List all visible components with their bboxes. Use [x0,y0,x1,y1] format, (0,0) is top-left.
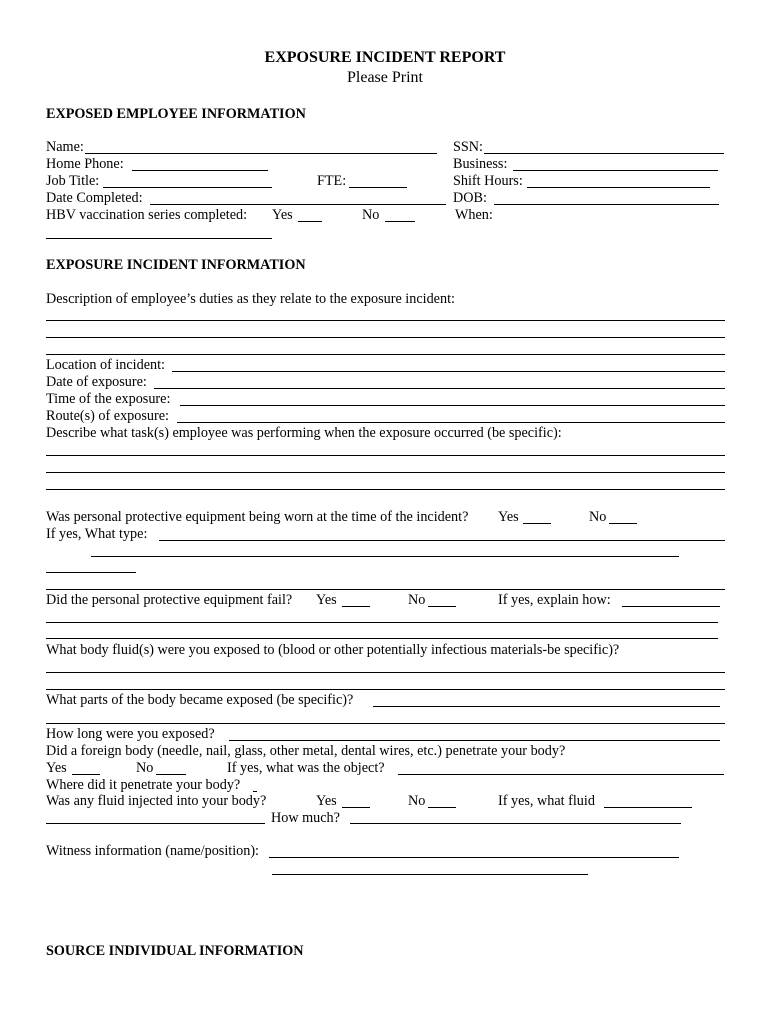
ppe-worn-no-label: No [589,509,607,525]
task-line-3[interactable] [46,489,725,490]
date-completed-field[interactable] [150,204,446,205]
explain-field[interactable] [622,606,720,607]
location-label: Location of incident: [46,357,165,373]
ppe-fail-label: Did the personal protective equipment fail? [46,592,293,608]
duties-label: Description of employee’s duties as they relate to the exposure incident: [46,291,455,307]
when-label: When: [455,207,493,223]
foreign-body-yes-label: Yes [46,760,67,776]
body-parts-line-2[interactable] [46,723,725,724]
ssn-field[interactable] [484,153,724,154]
job-title-label: Job Title: [46,173,100,189]
ppe-worn-label: Was personal protective equipment being worn at the time of the incident? [46,509,469,525]
what-type-line-2[interactable] [91,556,679,557]
ppe-worn-yes-field[interactable] [523,523,551,524]
foreign-body-no-field[interactable] [156,774,186,775]
explain-line-2[interactable] [46,622,718,623]
hbv-yes-field[interactable] [298,221,322,222]
location-field[interactable] [172,371,725,372]
how-long-label: How long were you exposed? [46,726,215,742]
source-section-heading: SOURCE INDIVIDUAL INFORMATION [46,943,304,959]
object-label: If yes, what was the object? [227,760,385,776]
duties-line-3[interactable] [46,354,725,355]
how-much-field[interactable] [350,823,681,824]
foreign-body-label: Did a foreign body (needle, nail, glass, other metal, dental wires, etc.) penetrate your body? [46,743,566,759]
ppe-worn-no-field[interactable] [609,523,637,524]
date-exposure-field[interactable] [154,388,725,389]
fluid-injected-yes-field[interactable] [342,807,370,808]
business-label: Business: [453,156,508,172]
what-type-line-4[interactable] [46,589,725,590]
ppe-fail-yes-field[interactable] [342,606,370,607]
witness-field[interactable] [269,857,679,858]
fluid-injected-no-label: No [408,793,426,809]
dob-label: DOB: [453,190,487,206]
where-penetrate-field[interactable] [253,791,257,792]
duties-line-1[interactable] [46,320,725,321]
fluid-injected-no-field[interactable] [428,807,456,808]
route-field[interactable] [177,422,725,423]
foreign-body-yes-field[interactable] [72,774,100,775]
hbv-label: HBV vaccination series completed: [46,207,248,223]
fte-field[interactable] [349,187,407,188]
ssn-label: SSN: [453,139,483,155]
what-fluid-line-2[interactable] [46,823,265,824]
home-phone-label: Home Phone: [46,156,124,172]
hbv-no-field[interactable] [385,221,415,222]
ppe-fail-no-field[interactable] [428,606,456,607]
task-label: Describe what task(s) employee was performing when the exposure occurred (be specific): [46,425,562,441]
witness-label: Witness information (name/position): [46,843,259,859]
dob-field[interactable] [494,204,719,205]
body-fluids-label: What body fluid(s) were you exposed to (blood or other potentially infectious materials-be specific)? [46,642,620,658]
fluid-injected-label: Was any fluid injected into your body? [46,793,267,809]
body-parts-label: What parts of the body became exposed (be specific)? [46,692,354,708]
task-line-1[interactable] [46,455,725,456]
incident-section-heading: EXPOSURE INCIDENT INFORMATION [46,257,306,273]
fluid-injected-yes-label: Yes [316,793,337,809]
what-type-field[interactable] [159,540,725,541]
foreign-body-no-label: No [136,760,154,776]
form-title: EXPOSURE INCIDENT REPORT [264,49,506,66]
home-phone-field[interactable] [132,170,268,171]
ppe-fail-no-label: No [408,592,426,608]
ppe-worn-yes-label: Yes [498,509,519,525]
object-field[interactable] [398,774,724,775]
time-exposure-label: Time of the exposure: [46,391,171,407]
where-penetrate-label: Where did it penetrate your body? [46,777,241,793]
form-subtitle: Please Print [347,69,423,86]
shift-hours-label: Shift Hours: [453,173,523,189]
duties-line-2[interactable] [46,337,725,338]
route-label: Route(s) of exposure: [46,408,169,424]
body-parts-field[interactable] [373,706,720,707]
what-type-line-3[interactable] [46,572,136,573]
ppe-fail-yes-label: Yes [316,592,337,608]
shift-hours-field[interactable] [527,187,710,188]
how-long-field[interactable] [229,740,720,741]
hbv-extra-line[interactable] [46,238,272,239]
what-fluid-field[interactable] [604,807,692,808]
hbv-no-label: No [362,207,380,223]
explain-line-3[interactable] [46,638,718,639]
body-fluids-line-1[interactable] [46,672,725,673]
witness-line-2[interactable] [272,874,588,875]
what-type-label: If yes, What type: [46,526,148,542]
time-exposure-field[interactable] [180,405,725,406]
fte-label: FTE: [317,173,347,189]
explain-label: If yes, explain how: [498,592,611,608]
how-much-label: How much? [271,810,340,826]
job-title-field[interactable] [103,187,272,188]
business-field[interactable] [513,170,718,171]
task-line-2[interactable] [46,472,725,473]
name-label: Name: [46,139,84,155]
date-completed-label: Date Completed: [46,190,143,206]
what-fluid-label: If yes, what fluid [498,793,595,809]
employee-section-heading: EXPOSED EMPLOYEE INFORMATION [46,106,306,122]
date-exposure-label: Date of exposure: [46,374,147,390]
body-fluids-line-2[interactable] [46,689,725,690]
name-field[interactable] [85,153,437,154]
hbv-yes-label: Yes [272,207,293,223]
